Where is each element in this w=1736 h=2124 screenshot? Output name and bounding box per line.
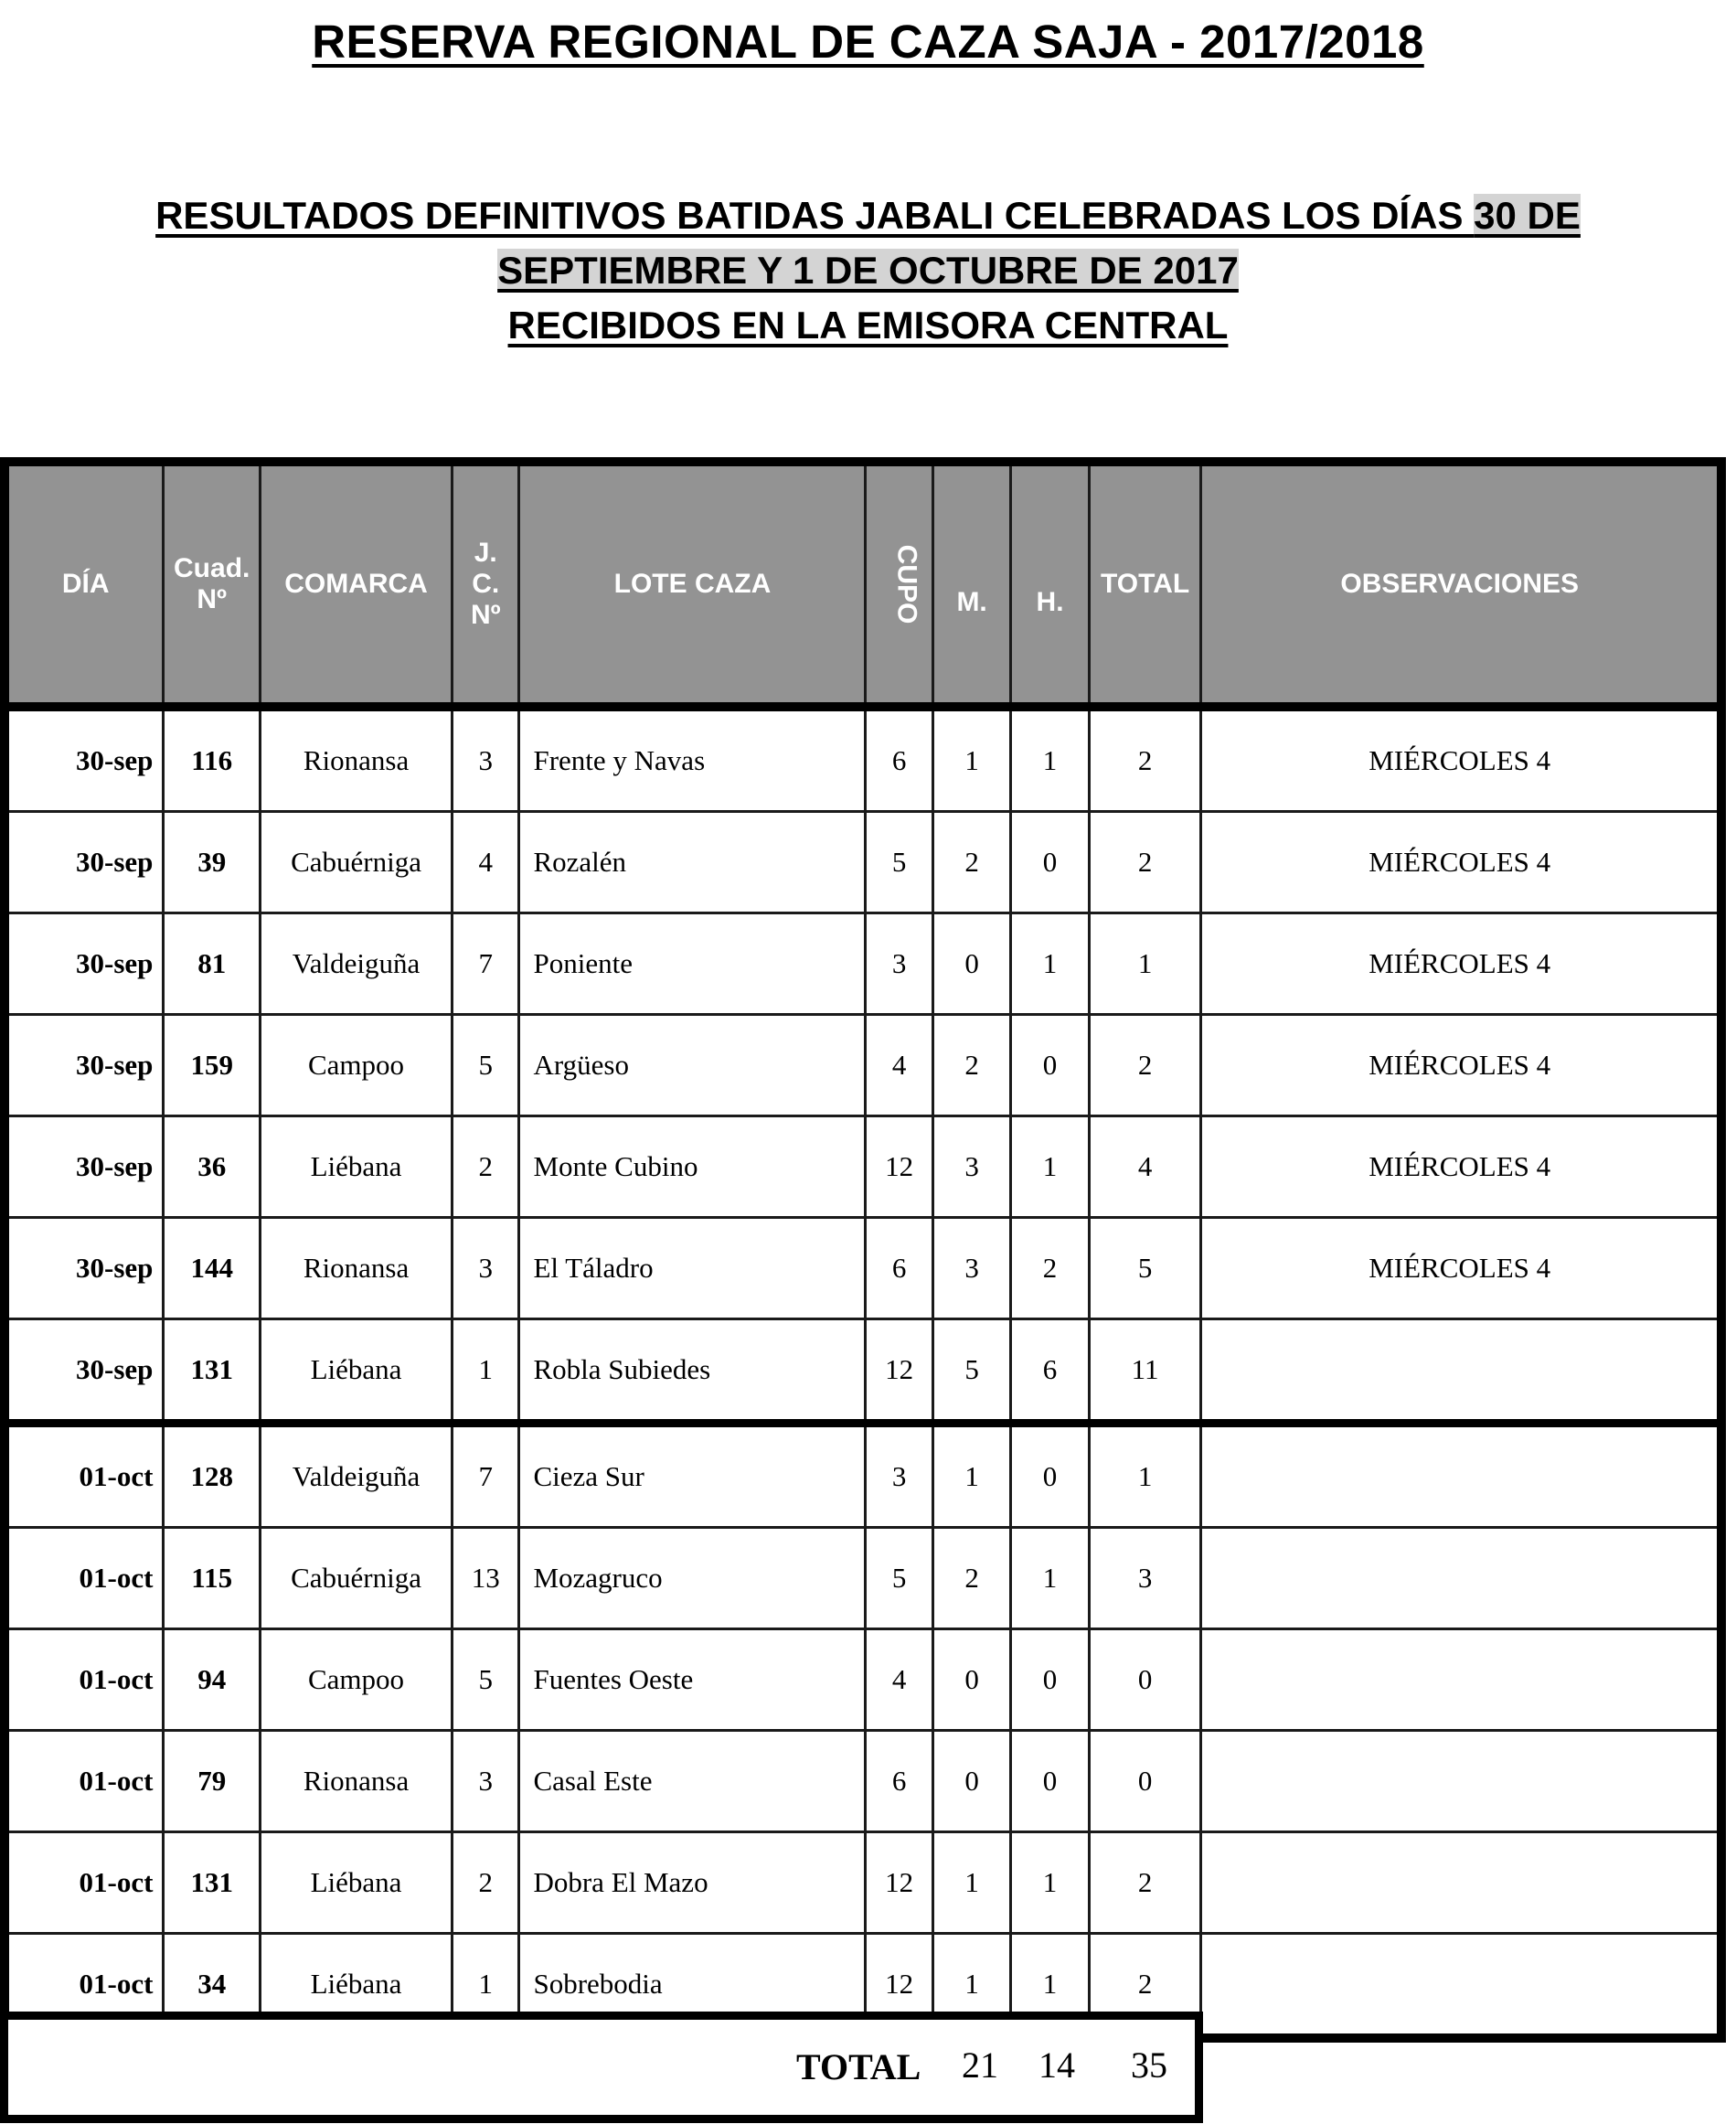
table-row (5, 1218, 1721, 1319)
cell-cupo: 5 (866, 1528, 932, 1629)
cell-cuad: 131 (164, 1832, 261, 1934)
table-row (5, 1629, 1721, 1731)
cell-observaciones (1201, 1528, 1721, 1629)
cell-h: 0 (1011, 1424, 1089, 1528)
cell-total: 0 (1089, 1731, 1201, 1832)
cell-cupo: 12 (866, 1832, 932, 1934)
cell-cupo: 6 (866, 1218, 932, 1319)
cell-total: 5 (1089, 1218, 1201, 1319)
header-comarca: COMARCA (260, 462, 452, 707)
totals-label: TOTAL (796, 2046, 921, 2087)
header-observaciones: OBSERVACIONES (1201, 462, 1721, 707)
cell-lote: Mozagruco (519, 1528, 866, 1629)
cell-h: 1 (1011, 1116, 1089, 1218)
cell-dia: 30-sep (5, 1218, 164, 1319)
table-row (5, 1015, 1721, 1116)
cell-comarca: Campoo (260, 1629, 452, 1731)
cell-dia: 30-sep (5, 707, 164, 812)
cell-h: 6 (1011, 1319, 1089, 1424)
cell-h: 0 (1011, 1015, 1089, 1116)
header-cupo: CUPO (866, 462, 932, 707)
cell-lote: Dobra El Mazo (519, 1832, 866, 1934)
cell-jc: 7 (453, 1424, 519, 1528)
cell-comarca: Liébana (260, 1832, 452, 1934)
cell-observaciones: MIÉRCOLES 4 (1201, 1116, 1721, 1218)
header-dia: DÍA (5, 462, 164, 707)
cell-observaciones: MIÉRCOLES 4 (1201, 913, 1721, 1015)
cell-comarca: Rionansa (260, 1218, 452, 1319)
cell-total: 2 (1089, 812, 1201, 913)
header-m: M. (932, 462, 1010, 707)
table-row (5, 1731, 1721, 1832)
cell-observaciones: MIÉRCOLES 4 (1201, 1015, 1721, 1116)
cell-lote: Poniente (519, 913, 866, 1015)
cell-cupo: 5 (866, 812, 932, 913)
cell-jc: 3 (453, 1731, 519, 1832)
cell-observaciones: MIÉRCOLES 4 (1201, 707, 1721, 812)
results-table (0, 457, 1726, 2043)
cell-dia: 01-oct (5, 1934, 164, 2039)
cell-cupo: 3 (866, 1424, 932, 1528)
cell-m: 1 (932, 1832, 1010, 1934)
subtitle-line-2 (0, 249, 1736, 293)
cell-cuad: 116 (164, 707, 261, 812)
cell-m: 2 (932, 812, 1010, 913)
cell-comarca: Valdeiguña (260, 913, 452, 1015)
cell-total: 2 (1089, 1934, 1201, 2039)
cell-lote: Argüeso (519, 1015, 866, 1116)
cell-observaciones: MIÉRCOLES 4 (1201, 1218, 1721, 1319)
cell-jc: 3 (453, 1218, 519, 1319)
cell-h: 0 (1011, 1731, 1089, 1832)
cell-m: 1 (932, 707, 1010, 812)
table-row (5, 812, 1721, 913)
cell-jc: 13 (453, 1528, 519, 1629)
cell-h: 0 (1011, 1629, 1089, 1731)
cell-dia: 01-oct (5, 1731, 164, 1832)
cell-cupo: 3 (866, 913, 932, 1015)
cell-total: 2 (1089, 1015, 1201, 1116)
cell-comarca: Rionansa (260, 707, 452, 812)
header-jc: J. C. Nº (453, 462, 519, 707)
cell-observaciones (1201, 1832, 1721, 1934)
totals-box (0, 2012, 1203, 2123)
cell-total: 3 (1089, 1528, 1201, 1629)
cell-m: 3 (932, 1116, 1010, 1218)
cell-jc: 1 (453, 1934, 519, 2039)
cell-total: 11 (1089, 1319, 1201, 1424)
cell-cuad: 128 (164, 1424, 261, 1528)
subtitle-line-1 (0, 194, 1736, 238)
cell-h: 1 (1011, 1528, 1089, 1629)
cell-jc: 1 (453, 1319, 519, 1424)
cell-jc: 3 (453, 707, 519, 812)
cell-m: 3 (932, 1218, 1010, 1319)
cell-observaciones (1201, 1934, 1721, 2039)
cell-lote: Fuentes Oeste (519, 1629, 866, 1731)
cell-lote: El Táladro (519, 1218, 866, 1319)
header-total: TOTAL (1089, 462, 1201, 707)
cell-cuad: 34 (164, 1934, 261, 2039)
cell-m: 1 (932, 1934, 1010, 2039)
cell-dia: 30-sep (5, 1015, 164, 1116)
cell-cuad: 81 (164, 913, 261, 1015)
table-row (5, 1832, 1721, 1934)
header-lote: LOTE CAZA (519, 462, 866, 707)
cell-h: 1 (1011, 913, 1089, 1015)
cell-m: 0 (932, 1731, 1010, 1832)
subtitle-line-2-text: SEPTIEMBRE Y 1 DE OCTUBRE DE 2017 (497, 249, 1239, 292)
cell-cupo: 12 (866, 1319, 932, 1424)
cell-comarca: Liébana (260, 1319, 452, 1424)
cell-observaciones (1201, 1424, 1721, 1528)
cell-comarca: Cabuérniga (260, 812, 452, 913)
cell-h: 1 (1011, 1832, 1089, 1934)
header-cuad: Cuad. Nº (164, 462, 261, 707)
cell-m: 1 (932, 1424, 1010, 1528)
cell-dia: 01-oct (5, 1528, 164, 1629)
cell-total: 4 (1089, 1116, 1201, 1218)
cell-cuad: 131 (164, 1319, 261, 1424)
totals-total: 35 (1131, 2044, 1167, 2086)
cell-cupo: 4 (866, 1015, 932, 1116)
cell-dia: 01-oct (5, 1424, 164, 1528)
cell-observaciones (1201, 1629, 1721, 1731)
cell-total: 1 (1089, 1424, 1201, 1528)
cell-comarca: Rionansa (260, 1731, 452, 1832)
subtitle-line-3 (0, 304, 1736, 347)
table-row (5, 707, 1721, 812)
cell-cupo: 12 (866, 1934, 932, 2039)
cell-observaciones (1201, 1731, 1721, 1832)
cell-dia: 30-sep (5, 913, 164, 1015)
header-h: H. (1011, 462, 1089, 707)
cell-dia: 30-sep (5, 1116, 164, 1218)
cell-cupo: 6 (866, 707, 932, 812)
cell-lote: Monte Cubino (519, 1116, 866, 1218)
cell-dia: 30-sep (5, 812, 164, 913)
cell-lote: Cieza Sur (519, 1424, 866, 1528)
cell-m: 2 (932, 1015, 1010, 1116)
cell-jc: 2 (453, 1832, 519, 1934)
table-row (5, 1116, 1721, 1218)
cell-cuad: 36 (164, 1116, 261, 1218)
cell-cuad: 159 (164, 1015, 261, 1116)
cell-cuad: 115 (164, 1528, 261, 1629)
cell-jc: 5 (453, 1629, 519, 1731)
cell-observaciones (1201, 1319, 1721, 1424)
cell-dia: 01-oct (5, 1832, 164, 1934)
document-title-text: RESERVA REGIONAL DE CAZA SAJA - 2017/2018 (312, 16, 1424, 68)
cell-lote: Sobrebodia (519, 1934, 866, 2039)
cell-dia: 30-sep (5, 1319, 164, 1424)
cell-cupo: 6 (866, 1731, 932, 1832)
cell-m: 0 (932, 1629, 1010, 1731)
cell-comarca: Liébana (260, 1116, 452, 1218)
cell-m: 5 (932, 1319, 1010, 1424)
cell-comarca: Campoo (260, 1015, 452, 1116)
cell-m: 2 (932, 1528, 1010, 1629)
cell-cuad: 94 (164, 1629, 261, 1731)
cell-jc: 2 (453, 1116, 519, 1218)
cell-h: 2 (1011, 1218, 1089, 1319)
cell-m: 0 (932, 913, 1010, 1015)
cell-cuad: 79 (164, 1731, 261, 1832)
cell-lote: Frente y Navas (519, 707, 866, 812)
totals-h: 14 (1038, 2044, 1075, 2086)
cell-h: 1 (1011, 1934, 1089, 2039)
subtitle-line-3-text: RECIBIDOS EN LA EMISORA CENTRAL (507, 304, 1229, 347)
cell-total: 1 (1089, 913, 1201, 1015)
cell-cupo: 4 (866, 1629, 932, 1731)
cell-total: 2 (1089, 707, 1201, 812)
cell-jc: 4 (453, 812, 519, 913)
table-row (5, 1424, 1721, 1528)
subtitle-date-highlight: 30 DE (1474, 194, 1581, 237)
table-row (5, 1319, 1721, 1424)
cell-cuad: 144 (164, 1218, 261, 1319)
table-header-row (5, 462, 1721, 707)
cell-h: 1 (1011, 707, 1089, 812)
cell-cupo: 12 (866, 1116, 932, 1218)
cell-lote: Rozalén (519, 812, 866, 913)
table-row (5, 1528, 1721, 1629)
cell-total: 0 (1089, 1629, 1201, 1731)
cell-jc: 7 (453, 913, 519, 1015)
document-title (0, 15, 1736, 69)
cell-cuad: 39 (164, 812, 261, 913)
cell-dia: 01-oct (5, 1629, 164, 1731)
cell-h: 0 (1011, 812, 1089, 913)
cell-jc: 5 (453, 1015, 519, 1116)
cell-total: 2 (1089, 1832, 1201, 1934)
cell-comarca: Valdeiguña (260, 1424, 452, 1528)
totals-m: 21 (962, 2044, 998, 2086)
cell-comarca: Liébana (260, 1934, 452, 2039)
subtitle-line-1-text: RESULTADOS DEFINITIVOS BATIDAS JABALI CELEBRADAS LOS DÍAS (155, 194, 1475, 237)
cell-observaciones: MIÉRCOLES 4 (1201, 812, 1721, 913)
table-row (5, 913, 1721, 1015)
cell-lote: Robla Subiedes (519, 1319, 866, 1424)
cell-lote: Casal Este (519, 1731, 866, 1832)
cell-comarca: Cabuérniga (260, 1528, 452, 1629)
